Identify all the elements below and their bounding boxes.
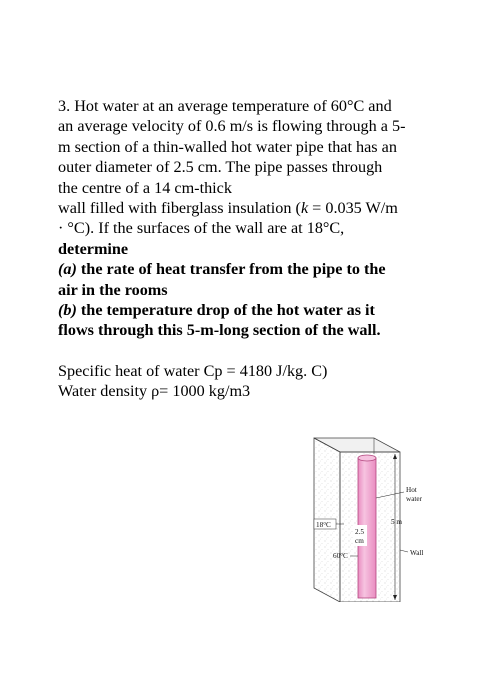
water-label: water	[406, 495, 422, 503]
pipe-top	[358, 455, 376, 461]
part-a-continued: air in the rooms	[58, 280, 168, 299]
text-segment: wall filled with fiberglass insulation (	[58, 199, 301, 218]
problem-line: the centre of a 14 cm-thick	[58, 178, 232, 197]
part-b	[58, 300, 450, 320]
problem-line: m section of a thin-walled hot water pipe that has an	[58, 137, 397, 156]
hot-label: Hot	[406, 486, 417, 494]
specific-heat-line: Specific heat of water Cp = 4180 J/kg. C)	[58, 361, 328, 380]
part-a-text: the rate of heat transfer from the pipe to the	[76, 260, 386, 279]
problem-line: 3. Hot water at an average temperature of 60°C and	[58, 97, 392, 115]
problem-line	[58, 198, 450, 218]
problem-line: outer diameter of 2.5 cm. The pipe passes through	[58, 158, 383, 177]
problem-line: · °C). If the surfaces of the wall are at 18°C,	[58, 219, 345, 238]
part-a-label: (a)	[58, 260, 77, 279]
problem-statement	[58, 96, 450, 402]
diameter-unit-label: cm	[355, 537, 364, 545]
wall-temperature-label: 18°C	[316, 521, 331, 529]
water-temperature-label: 60°C	[333, 552, 348, 560]
determine-label: determine	[58, 239, 129, 258]
pipe-wall-figure	[300, 432, 440, 602]
text-segment: = 0.035 W/m	[308, 199, 398, 218]
pipe-wall-diagram	[300, 432, 440, 602]
problem-line: an average velocity of 0.6 m/s is flowing through a 5-	[58, 117, 406, 136]
part-b-continued: flows through this 5-m-long section of the wall.	[58, 321, 381, 340]
part-b-text: the temperature drop of the hot water as it	[76, 301, 375, 320]
length-label: 5 m	[391, 518, 402, 526]
part-a	[58, 259, 450, 279]
wall-label: Wall	[410, 549, 424, 557]
density-line: Water density ρ= 1000 kg/m3	[58, 382, 251, 401]
k-symbol: k	[300, 199, 309, 218]
diameter-value-label: 2.5	[355, 528, 364, 536]
part-b-label: (b)	[58, 301, 77, 320]
